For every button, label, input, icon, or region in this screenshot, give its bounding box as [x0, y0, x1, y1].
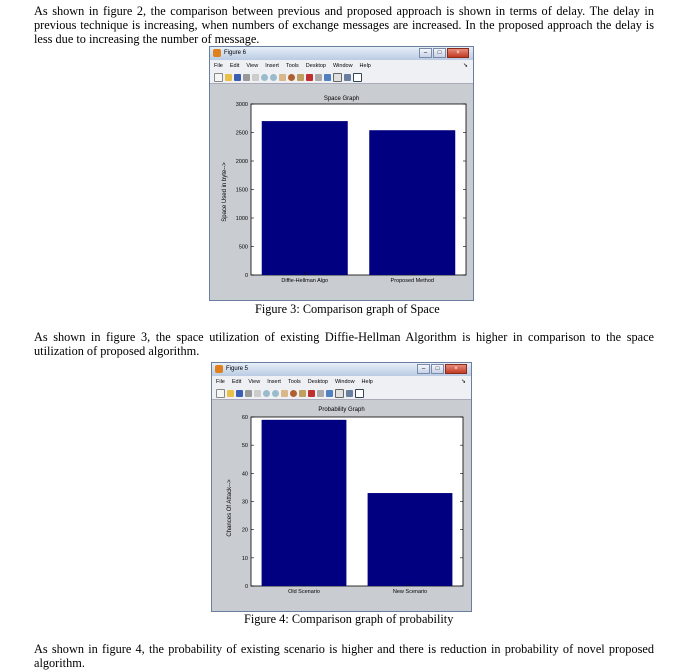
- y-tick-label: 0: [244, 273, 248, 279]
- menu-desktop[interactable]: Desktop: [305, 62, 326, 69]
- menu-arrow-icon[interactable]: ➘: [460, 379, 466, 385]
- menu-tools[interactable]: Tools: [285, 62, 299, 69]
- chart-title: Space Graph: [323, 96, 360, 102]
- y-tick-label: 20: [241, 527, 248, 534]
- menu-window[interactable]: Window: [332, 62, 353, 69]
- menu-help[interactable]: Help: [359, 62, 371, 69]
- y-tick-label: 0: [244, 584, 248, 590]
- y-tick-label: 500: [238, 244, 248, 251]
- menu-desktop[interactable]: Desktop: [307, 378, 328, 385]
- menu-edit[interactable]: Edit: [231, 378, 242, 385]
- figure-3-caption: Figure 3: Comparison graph of Space: [255, 302, 440, 316]
- bar: [369, 130, 455, 275]
- figure-4-caption: Figure 4: Comparison graph of probability: [244, 612, 454, 626]
- maximize-button[interactable]: □: [431, 364, 444, 374]
- menu-view[interactable]: View: [246, 62, 259, 69]
- y-tick-label: 1500: [235, 187, 248, 194]
- y-tick-label: 30: [241, 499, 248, 506]
- paragraph-space: As shown in figure 3, the space utilization of existing Diffie-Hellman Algorithm is higher in comparison to the space utilization of proposed algorithm.: [34, 330, 654, 358]
- paragraph-delay: As shown in figure 2, the comparison between previous and proposed approach is shown in terms of delay. The delay in previous technique is increasing, when numbers of exchange messages are increased. In the proposed approach the delay is less due to increasing the number of message.: [34, 4, 654, 46]
- menu-tools[interactable]: Tools: [287, 378, 301, 385]
- y-tick-label: 3000: [235, 102, 248, 108]
- menu-arrow-icon[interactable]: ➘: [462, 63, 468, 69]
- bar: [262, 121, 348, 275]
- menu-help[interactable]: Help: [361, 378, 373, 385]
- bar: [368, 493, 453, 586]
- chart-title: Probability Graph: [318, 407, 365, 413]
- x-tick-label: Proposed Method: [390, 278, 434, 284]
- window-title: Figure 5: [226, 366, 249, 372]
- menu-file[interactable]: File: [216, 378, 225, 385]
- y-axis-label: Chances Of Attack-->: [227, 479, 233, 537]
- y-tick-label: 2500: [235, 130, 248, 137]
- menu-insert[interactable]: Insert: [265, 62, 279, 69]
- minimize-button[interactable]: –: [419, 48, 432, 58]
- x-tick-label: Old Scenario: [288, 589, 320, 595]
- y-tick-label: 1000: [235, 216, 248, 222]
- menu-window[interactable]: Window: [334, 378, 355, 385]
- y-tick-label: 60: [241, 415, 248, 421]
- y-tick-label: 40: [241, 471, 248, 478]
- menu-file[interactable]: File: [214, 62, 223, 69]
- x-tick-label: New Scenario: [392, 589, 428, 595]
- y-axis-label: Space Used in byte-->: [222, 162, 228, 222]
- minimize-button[interactable]: –: [417, 364, 430, 374]
- paragraph-probability: As shown in figure 4, the probability of existing scenario is higher and there is reduction in probability of novel proposed algorithm.: [34, 642, 654, 670]
- y-tick-label: 50: [241, 443, 248, 450]
- close-button[interactable]: ×: [445, 364, 467, 374]
- maximize-button[interactable]: □: [433, 48, 446, 58]
- figure-window-space: [209, 46, 474, 301]
- y-tick-label: 10: [241, 555, 248, 562]
- menu-edit[interactable]: Edit: [229, 62, 240, 69]
- y-tick-label: 2000: [235, 159, 248, 165]
- window-title: Figure 6: [224, 50, 247, 56]
- figure-window-probability: [211, 362, 472, 612]
- probability-bar-chart: [212, 363, 473, 613]
- close-button[interactable]: ×: [447, 48, 469, 58]
- menu-view[interactable]: View: [248, 378, 261, 385]
- bar: [262, 420, 347, 586]
- menu-insert[interactable]: Insert: [267, 378, 281, 385]
- x-tick-label: Diffie-Hellman Algo: [281, 278, 329, 284]
- space-bar-chart: [210, 47, 475, 302]
